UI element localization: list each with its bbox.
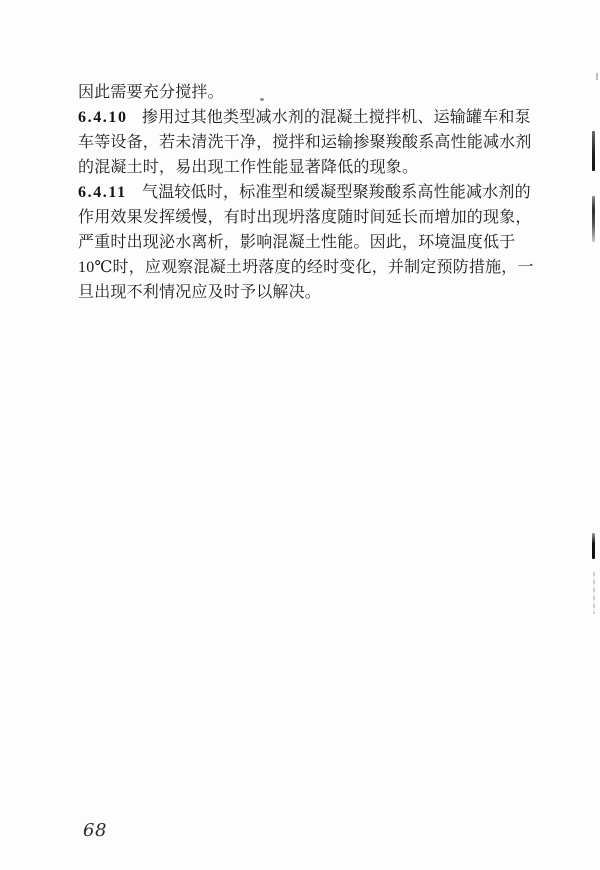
page-number: 68 bbox=[83, 820, 107, 841]
section-number-6-4-11: 6.4.11 bbox=[78, 184, 127, 201]
section-6-4-10-line-2: 车等设备，若未清洗干净，搅拌和运输掺聚羧酸系高性能减水剂 bbox=[78, 134, 532, 151]
section-6-4-10-text-1: 掺用过其他类型减水剂的混凝土搅拌机、运输罐车和泵 bbox=[142, 109, 531, 126]
section-number-6-4-10: 6.4.10 bbox=[78, 109, 128, 126]
section-6-4-10-line-1 bbox=[78, 105, 536, 130]
section-6-4-10-line-3: 的混凝土时，易出现工作性能显著降低的现象。 bbox=[78, 159, 419, 176]
paragraph-continuation-line: 因此需要充分搅拌。 bbox=[78, 84, 224, 101]
scan-binding-mark-1 bbox=[592, 131, 595, 171]
section-6-4-11-line-5: 旦出现不利情况应及时予以解决。 bbox=[78, 284, 322, 301]
scan-binding-mark-4 bbox=[593, 572, 595, 614]
section-6-4-11-line-2: 作用效果发挥缓慢，有时出现坍落度随时间延长而增加的现象， bbox=[78, 209, 532, 226]
scan-ink-speck bbox=[260, 98, 264, 101]
scan-binding-mark-2 bbox=[592, 196, 595, 242]
body-text-block bbox=[78, 80, 536, 305]
section-6-4-11-line-4: 10℃时，应观察混凝土坍落度的经时变化，并制定预防措施，一 bbox=[78, 259, 534, 276]
section-6-4-11-line-3: 严重时出现泌水离析，影响混凝土性能。因此，环境温度低于 bbox=[78, 234, 516, 251]
section-6-4-11-line-1 bbox=[78, 180, 536, 205]
section-6-4-11-text-1: 气温较低时，标准型和缓凝型聚羧酸系高性能减水剂的 bbox=[142, 184, 531, 201]
scan-binding-mark-3 bbox=[592, 533, 595, 559]
scan-edge-speck bbox=[596, 73, 598, 80]
